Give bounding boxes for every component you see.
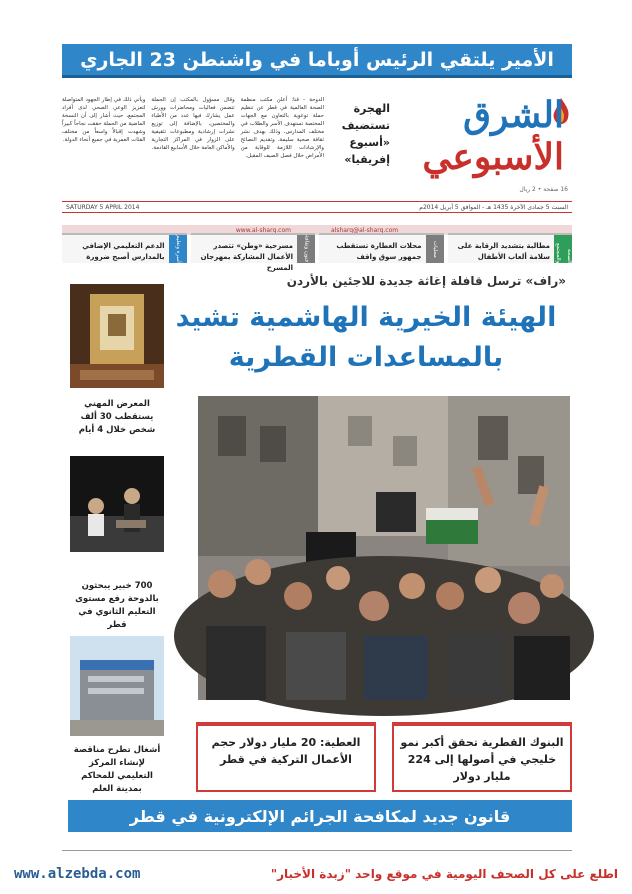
masthead-column: وقال مسؤول بالمكتب إن الحملة تتضمن فعاليات ومحاضرات وورش عمل يشارك فيها عدد من الأطباء والمختصين، بالإضافة إلى توزيع نشرات إرشادية ومطبوعات تثقيفية على الزوار في المراكز التجارية والأماكن العامة خلال الأسابيع القادمة.	[151, 97, 235, 151]
strip-text: مسرحية «وطن» تتصدر الأعمال المشاركة بمهرجان المسرح	[200, 242, 293, 272]
strip-item[interactable]	[62, 233, 187, 263]
top-banner-headline[interactable]: الأمير يلتقي الرئيس أوباما في واشنطن 23 الجاري	[62, 44, 572, 78]
strip-text: الدعم التعليمي الإضافي بالمدارس أصبح ضرورة	[82, 242, 165, 261]
crowd-photo	[198, 396, 570, 700]
strip-item[interactable]	[319, 233, 444, 263]
footer-divider	[62, 850, 572, 851]
strip-category: الصحة والمجتمع	[554, 235, 572, 263]
dateline-english: SATURDAY 5 APRIL 2014	[66, 203, 140, 211]
section-strip	[62, 233, 572, 272]
news-box-attiyah[interactable]: العطية: 20 مليار دولار حجم الأعمال التركية في قطر	[196, 722, 376, 792]
masthead-teaser[interactable]: الهجرة تستضيف «أسبوع إفريقيا»	[341, 102, 390, 166]
logo-subtitle: 16 صفحة • 2 ريال	[519, 186, 568, 193]
logo-title-2: الأسبوعي	[422, 136, 564, 178]
masthead	[62, 92, 572, 200]
logo-title-1: الشرق	[463, 94, 564, 136]
strip-category: محليات	[426, 235, 444, 263]
sidebar-photo-2[interactable]	[70, 456, 164, 552]
main-photo[interactable]	[198, 396, 570, 700]
kicker: «راف» ترسل قافلة إغاثة جديدة للاجئين بالأردن	[286, 274, 566, 288]
website-link[interactable]: www.al-sharq.com	[235, 226, 291, 234]
strip-category: أسرة وتعليم	[169, 235, 187, 263]
main-headline[interactable]: الهيئة الخيرية الهاشمية تشيد بالمساعدات القطرية	[175, 302, 557, 373]
email-link[interactable]: alsharq@al-sharq.com	[330, 226, 399, 234]
masthead-column: ويأتي ذلك في إطار الجهود المتواصلة لتعزيز الوعي الصحي لدى أفراد المجتمع، حيث أشار إلى أن النسخة الماضية من الحملة حققت نجاحاً كبيراً وشهدت إقبالاً واسعاً من مختلف الفئات العمرية في جميع أنحاء الدولة.	[62, 97, 146, 143]
footer-website-link[interactable]: www.alzebda.com	[14, 866, 141, 882]
bottom-banner-headline[interactable]: قانون جديد لمكافحة الجرائم الإلكترونية في قطر	[68, 800, 572, 832]
footer	[0, 862, 632, 886]
footer-text: اطلع على كل الصحف اليومية في موقع واحد "زبدة الأخبار"	[270, 867, 618, 881]
sidebar-caption-3[interactable]: أشغال تطرح مناقصة لإنشاء المركز التعليمي للمحاكم بمدينة العلم	[73, 745, 161, 794]
strip-text: مطالبة بتشديد الرقابة على سلامة ألعاب الأطفال	[457, 242, 550, 261]
news-box-banks[interactable]: البنوك القطرية تحقق أكبر نمو خليجي في أصولها إلى 224 مليار دولار	[392, 722, 572, 792]
sidebar-photo-3[interactable]	[70, 636, 164, 736]
sidebar-caption-1[interactable]: المعرض المهني يستقطب 30 ألف شخص خلال 4 أيام	[78, 399, 156, 435]
strip-item[interactable]	[448, 233, 573, 263]
strip-item[interactable]	[191, 233, 316, 272]
strip-text: محلات العطارة تستقطب جمهور سوق واقف	[336, 242, 422, 261]
building-photo	[70, 636, 164, 736]
strip-category: فنون وثقافة	[297, 235, 315, 263]
sidebar-caption-2[interactable]: 700 خبير يبحثون بالدوحة رفع مستوى التعليم الثانوي في قطر	[75, 581, 159, 630]
dateline-arabic: السبت 5 جمادى الآخرة 1435 هـ - الموافق 5 أبريل 2014م	[419, 203, 568, 211]
dateline	[62, 201, 572, 213]
sidebar-photo-1[interactable]	[70, 284, 164, 388]
bottom-news-boxes	[196, 722, 572, 792]
conference-photo	[70, 456, 164, 552]
logo[interactable]	[402, 92, 572, 192]
masthead-column: الدوحة - قنا: أعلن مكتب منظمة الصحة العالمية في قطر عن تنظيم حملة توعوية بالتعاون مع الجهات المختصة تستهدف الأسر والطلاب في مختلف المدارس، وذلك بهدف نشر ثقافة صحية سليمة، وتقديم النصائح والإرشادات اللازمة للوقاية من الأمراض خلال فصل الصيف المقبل.	[240, 97, 324, 159]
masthead-columns	[62, 96, 324, 188]
exhibition-photo	[70, 284, 164, 388]
